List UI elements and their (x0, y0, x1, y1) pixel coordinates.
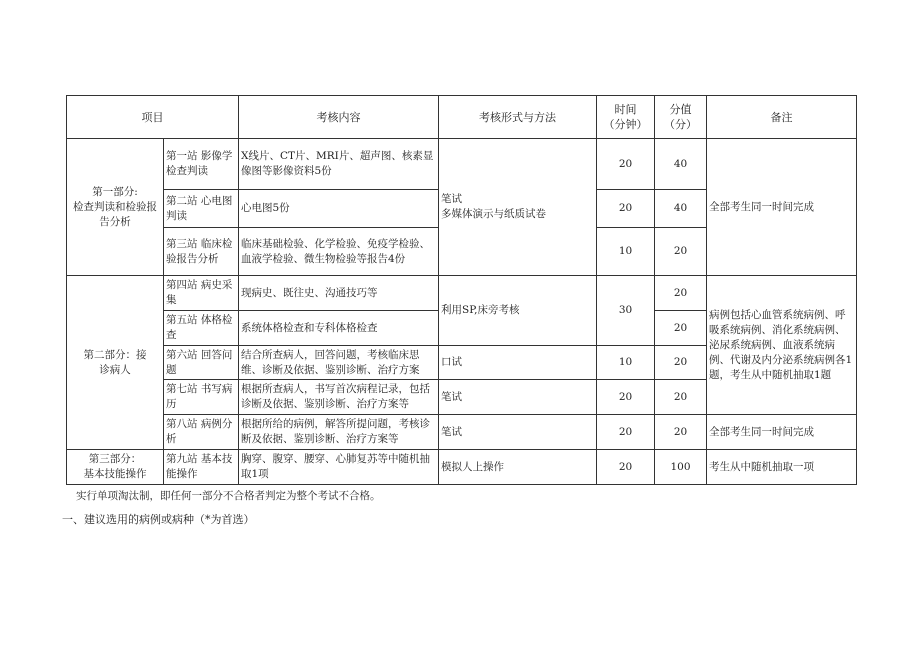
station-time: 20 (597, 190, 655, 228)
station-score: 40 (655, 190, 707, 228)
station-score: 20 (655, 380, 707, 415)
header-time-line2: （分钟） (603, 118, 648, 131)
part2-name-line2: 诊病人 (99, 363, 131, 376)
station-time: 20 (597, 415, 655, 450)
part1-method-line1: 笔试 (441, 193, 462, 205)
station-score: 20 (655, 311, 707, 346)
station-name: 第三站 临床检验报告分析 (164, 228, 239, 276)
table-row (67, 276, 857, 311)
station-remark: 考生从中随机抽取一项 (707, 450, 857, 485)
station-score: 20 (655, 346, 707, 380)
station-content: 系统体格检查和专科体格检查 (239, 311, 439, 346)
header-score-line2: （分） (664, 118, 697, 131)
header-time-line1: 时间 (614, 103, 637, 116)
station-content: 临床基础检验、化学检验、免疫学检验、血液学检验、微生物检验等报告4份 (239, 228, 439, 276)
station-remark: 全部考生同一时间完成 (707, 415, 857, 450)
station-name: 第七站 书写病历 (164, 380, 239, 415)
table-row (67, 139, 857, 190)
header-item: 项目 (67, 96, 239, 139)
part1-name-line3: 告分析 (99, 215, 131, 228)
station-score: 20 (655, 415, 707, 450)
part3-name (67, 450, 164, 485)
part1-method (439, 139, 597, 276)
station-content: 心电图5份 (239, 190, 439, 228)
part3-name-line1: 第三部分： (88, 453, 142, 465)
station-score: 20 (655, 276, 707, 311)
part1-method-line2: 多媒体演示与纸质试卷 (441, 208, 546, 220)
header-time (597, 96, 655, 139)
part2-name-line1: 第二部分：接 (83, 348, 147, 361)
station-name: 第五站 体格检查 (164, 311, 239, 346)
part3-name-line2: 基本技能操作 (83, 468, 147, 480)
header-score (655, 96, 707, 139)
part1-name-line1: 第一部分: (92, 185, 138, 198)
station-time: 20 (597, 450, 655, 485)
station-name: 第一站 影像学检查判读 (164, 139, 239, 190)
station-method: 笔试 (439, 415, 597, 450)
part1-remark: 全部考生同一时间完成 (707, 139, 857, 276)
station-name: 第九站 基本技能操作 (164, 450, 239, 485)
station-name: 第四站 病史采集 (164, 276, 239, 311)
station-content: 结合所查病人，回答问题，考核临床思维、诊断及依据、鉴别诊断、治疗方案 (239, 346, 439, 380)
station-time: 10 (597, 346, 655, 380)
station-method: 模拟人上操作 (439, 450, 597, 485)
table-row (67, 415, 857, 450)
station-content: 胸穿、腹穿、腰穿、心肺复苏等中随机抽取1项 (239, 450, 439, 485)
station-name: 第二站 心电图判读 (164, 190, 239, 228)
station-content: 根据所给的病例，解答所提问题，考核诊断及依据、鉴别诊断、治疗方案等 (239, 415, 439, 450)
exam-table (66, 95, 857, 485)
table-header-row (67, 96, 857, 139)
station-time: 20 (597, 380, 655, 415)
station-time: 20 (597, 139, 655, 190)
station-score: 20 (655, 228, 707, 276)
station-score: 100 (655, 450, 707, 485)
part2-remark: 病例包括心血管系统病例、呼吸系统病例、消化系统病例、泌尿系统病例、血液系统病例、代谢及内分泌系统病例各1题，考生从中随机抽取1题 (707, 276, 857, 415)
station-content: 根据所查病人，书写首次病程记录，包括诊断及依据、鉴别诊断、治疗方案等 (239, 380, 439, 415)
header-content: 考核内容 (239, 96, 439, 139)
table-row (67, 450, 857, 485)
station-time: 30 (597, 276, 655, 346)
station-score: 40 (655, 139, 707, 190)
station-name: 第六站 回答问题 (164, 346, 239, 380)
section-heading: 一、建议选用的病例或病种（*为首选） (62, 513, 255, 526)
station-content: X线片、CT片、MRI片、超声图、核素显像图等影像资料5份 (239, 139, 439, 190)
header-method: 考核形式与方法 (439, 96, 597, 139)
station-method: 口试 (439, 346, 597, 380)
station-method: 笔试 (439, 380, 597, 415)
part2-name (67, 276, 164, 450)
header-score-line1: 分值 (669, 103, 692, 116)
station-time: 10 (597, 228, 655, 276)
part1-name-line2: 检查判读和检验报 (73, 200, 157, 213)
station-name: 第八站 病例分析 (164, 415, 239, 450)
station-content: 现病史、既往史、沟通技巧等 (239, 276, 439, 311)
station-method: 利用SP,床旁考核 (439, 276, 597, 346)
header-remark: 备注 (707, 96, 857, 139)
elimination-note: 实行单项淘汰制，即任何一部分不合格者判定为整个考试不合格。 (76, 490, 381, 502)
part1-name (67, 139, 164, 276)
